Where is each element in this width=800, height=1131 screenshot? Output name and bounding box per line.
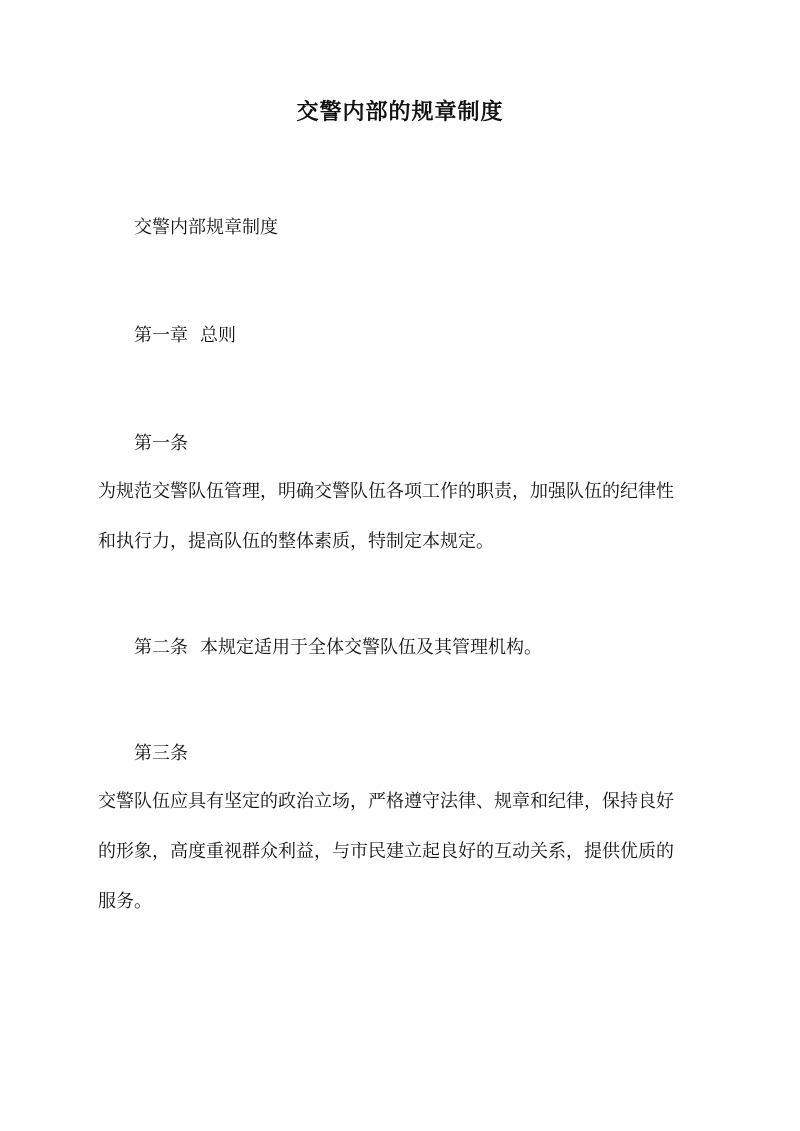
article-2-label: 第二条 (134, 637, 188, 658)
document-subtitle: 交警内部规章制度 (134, 217, 278, 238)
article-1-line-2: 和执行力，提高队伍的整体素质，特制定本规定。 (98, 531, 494, 552)
document-title: 交警内部的规章制度 (296, 99, 504, 125)
article-1-line-1: 为规范交警队伍管理，明确交警队伍各项工作的职责，加强队伍的纪律性 (98, 481, 674, 502)
article-2 (134, 634, 542, 662)
chapter-label: 第一章 (134, 325, 188, 346)
chapter-heading (134, 322, 236, 350)
article-3-label: 第三条 (134, 743, 188, 764)
article-3-line-3: 服务。 (98, 891, 152, 912)
article-3-line-1: 交警队伍应具有坚定的政治立场，严格遵守法律、规章和纪律，保持良好 (98, 791, 674, 812)
article-3-line-2: 的形象，高度重视群众利益，与市民建立起良好的互动关系，提供优质的 (98, 841, 674, 862)
article-2-text: 本规定适用于全体交警队伍及其管理机构。 (200, 637, 542, 658)
article-1-label: 第一条 (134, 433, 188, 454)
chapter-name: 总则 (200, 325, 236, 346)
